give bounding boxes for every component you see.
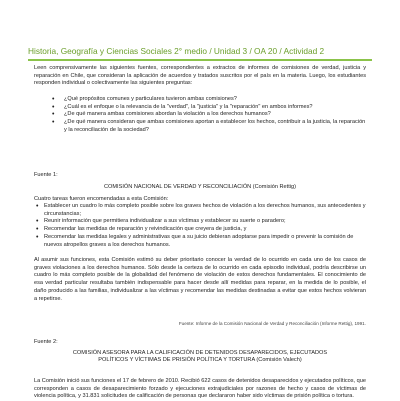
source1-body: Al asumir sus funciones, esta Comisión estimó su deber prioritario conocer la verdad de lo ocurrido en cada uno de los casos de graves violaciones a los derechos humanos. Sólo desde la certeza de lo ocurrido en cada episodio individual, podría describirse un cuadro lo más completo posible de la globalidad del fenómeno de violación de estos derechos fundamentales. El conocimiento de esa verdad particular resultaba también indispensable para hacer desde allí medidas para reparar, en la medida de lo posible, el daño producido a las familias, individualizar a las víctimas y recomendar las medidas destinadas a evitar que estos hechos volvieran a repetirse. <box>34 257 366 302</box>
intro-paragraph: Leen comprensivamente las siguientes fuentes, correspondientes a extractos de informes de comisiones de verdad, justicia y reparación en Chile, que consideran la aplicación de acuerdos y tratados suscritos por el país en la materia. Luego, los estudiantes responden individual o colectivamente las siguientes preguntas: <box>34 65 366 87</box>
source1-intro: Cuatro tareas fueron encomendadas a esta Comisión: <box>34 196 169 202</box>
list-item: • Establecer un cuadro lo más completo posible sobre los graves hechos de violación a los derechos humanos, sus antecedentes y circunstancias; <box>34 203 366 218</box>
list-item: • ¿Cuál es el enfoque o la relevancia de la "verdad", la "justicia" y la "reparación" en ambos informes? <box>58 104 368 112</box>
source1-citation: Fuente: Informe de la Comisión Nacional de Verdad y Reconciliación (Informe Rettig), 1991. <box>178 321 366 326</box>
source2-title <box>40 350 360 365</box>
source1-label: Fuente 1: <box>34 172 58 178</box>
questions-list <box>58 96 368 135</box>
source1-tasks-list <box>34 203 366 249</box>
list-item: • Reunir información que permitiera individualizar a sus víctimas y establecer su suerte o paradero; <box>34 218 366 226</box>
source2-body: La Comisión inició sus funciones el 17 de febrero de 2010. Recibió 622 casos de detenidos desaparecidos y ejecutados políticos, que corresponden a casos de desaparecimiento forzado y ejecuciones extrajudiciales por razones de hecho y casos de víctimas de violencia política, y 31.831 solicitudes de calificación de personas que declararon haber sido víctimas de prisión política o tortura. <box>34 378 366 400</box>
source2-label: Fuente 2: <box>34 339 58 345</box>
list-item: • ¿Qué propósitos comunes y particulares tuvieron ambas comisiones? <box>58 96 368 104</box>
source2-title-line1: COMISIÓN ASESORA PARA LA CALIFICACIÓN DE DETENIDOS DESAPARECIDOS, EJECUTADOS <box>72 350 328 356</box>
list-item: • ¿De qué manera consideran que ambas comisiones aportan a establecer los hechos, contribuir a la justicia, la reparación y la reconciliación de la sociedad? <box>58 119 368 134</box>
list-item: • Recomendar las medidas legales y administrativas que a su juicio debieran adoptarse para impedir o prevenir la comisión de nuevos atropellos graves a los derechos humanos. <box>34 234 366 249</box>
title-divider <box>28 59 372 61</box>
page-title: Historia, Geografía y Ciencias Sociales 2° medio / Unidad 3 / OA 20 / Actividad 2 <box>28 46 325 56</box>
list-item: • ¿De qué manera ambas comisiones abordan la violación a los derechos humanos? <box>58 111 368 119</box>
source1-title: COMISIÓN NACIONAL DE VERDAD Y RECONCILIACIÓN (Comisión Rettig) <box>104 184 296 190</box>
source2-title-line2: POLÍTICOS Y VÍCTIMAS DE PRISIÓN POLÍTICA Y TORTURA (Comisión Valech) <box>98 357 302 364</box>
list-item: • Recomendar las medidas de reparación y reivindicación que creyera de justicia, y <box>34 226 366 234</box>
